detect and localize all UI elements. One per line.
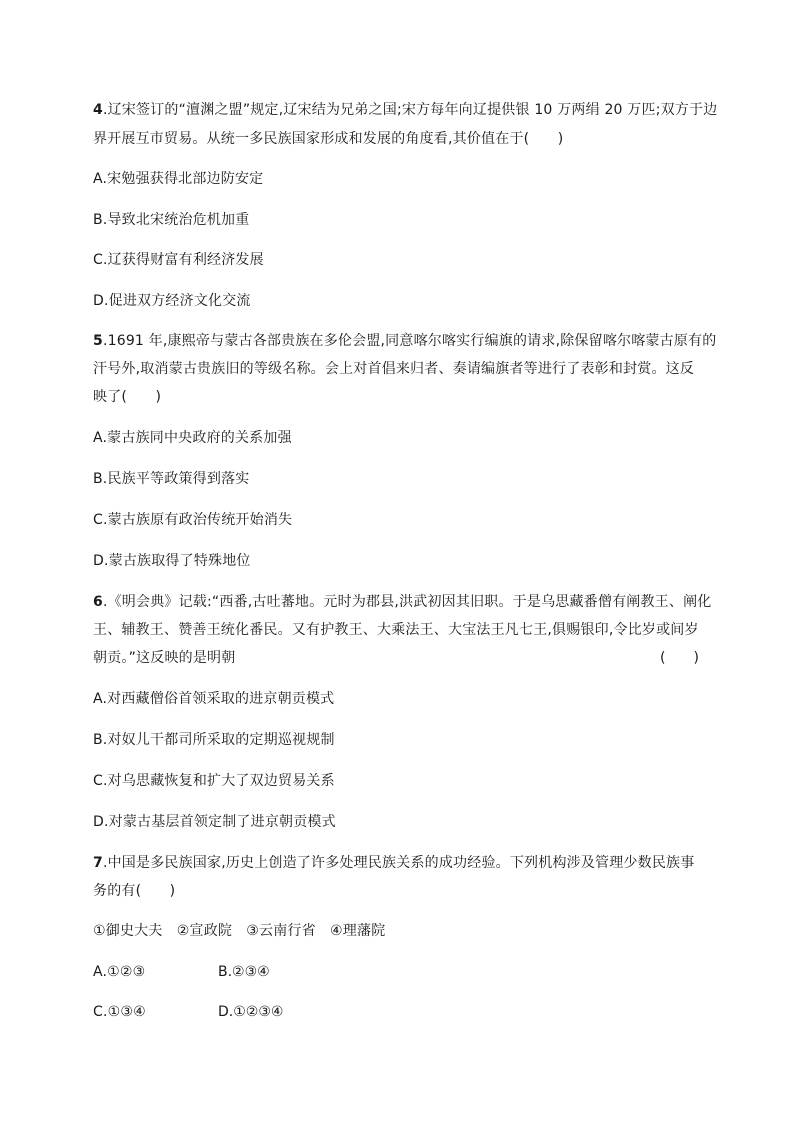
question-number: 5 — [93, 333, 103, 349]
question-5-stem-line-1 — [93, 331, 716, 351]
question-6-option-b: B.对奴儿干都司所采取的定期巡视规制 — [93, 732, 335, 748]
question-5-option-d: D.蒙古族取得了特殊地位 — [93, 553, 251, 569]
question-7-option-b: B.②③④ — [218, 964, 270, 980]
question-5-stem-line-2: 汗号外,取消蒙古贵族旧的等级名称。会上对首倡来归者、奏请编旗者等进行了表彰和封赏。这反 — [93, 361, 695, 377]
question-4-stem-line-2: 界开展互市贸易。从统一多民族国家形成和发展的角度看,其价值在于( ) — [93, 131, 564, 147]
stem-text: .1691 年,康熙帝与蒙古各部贵族在多伦会盟,同意喀尔喀实行编旗的请求,除保留喀尔喀蒙古原有的 — [102, 333, 717, 349]
question-7-stem-line-2: 务的有( ) — [93, 883, 176, 899]
question-7-option-d: D.①②③④ — [218, 1004, 284, 1020]
question-6-stem-line-2: 王、辅教王、赞善王统化番民。又有护教王、大乘法王、大宝法王凡七王,俱赐银印,令比岁或间岁 — [93, 622, 699, 638]
question-6-stem-line-3: 朝贡。”这反映的是明朝 — [93, 650, 236, 666]
question-7-option-a: A.①②③ — [93, 964, 146, 980]
question-6-option-c: C.对乌思藏恢复和扩大了双边贸易关系 — [93, 773, 335, 789]
question-4-option-c: C.辽获得财富有利经济发展 — [93, 252, 264, 268]
stem-text: .辽宋签订的“澶渊之盟”规定,辽宋结为兄弟之国;宋方每年向辽提供银 10 万两绢 20 万匹;双方于边 — [102, 102, 718, 118]
question-5-option-a: A.蒙古族同中央政府的关系加强 — [93, 430, 292, 446]
question-5-stem-line-3: 映了( ) — [93, 389, 162, 405]
question-4-stem-line-1 — [93, 100, 717, 120]
stem-text: .《明会典》记载:“西番,古吐蕃地。元时为郡县,洪武初因其旧职。于是乌思藏番僧有阐教王、阐化 — [102, 594, 712, 610]
question-6-option-a: A.对西藏僧俗首领采取的进京朝贡模式 — [93, 691, 335, 707]
question-5-option-c: C.蒙古族原有政治传统开始消失 — [93, 512, 293, 528]
question-number: 7 — [93, 855, 103, 871]
question-number: 4 — [93, 102, 103, 118]
question-7-option-c: C.①③④ — [93, 1004, 146, 1020]
question-5-option-b: B.民族平等政策得到落实 — [93, 471, 250, 487]
question-7-items: ①御史大夫 ②宣政院 ③云南行省 ④理藩院 — [93, 923, 386, 939]
question-6-stem-line-1 — [93, 592, 711, 612]
question-4-option-d: D.促进双方经济文化交流 — [93, 293, 251, 309]
question-number: 6 — [93, 594, 103, 610]
question-4-option-a: A.宋勉强获得北部边防安定 — [93, 171, 264, 187]
question-7-stem-line-1 — [93, 853, 694, 873]
answer-parenthesis: ( ) — [660, 650, 699, 666]
question-6-option-d: D.对蒙古基层首领定制了进京朝贡模式 — [93, 814, 336, 830]
stem-text: .中国是多民族国家,历史上创造了许多处理民族关系的成功经验。下列机构涉及管理少数民族事 — [102, 855, 695, 871]
question-4-option-b: B.导致北宋统治危机加重 — [93, 212, 250, 228]
